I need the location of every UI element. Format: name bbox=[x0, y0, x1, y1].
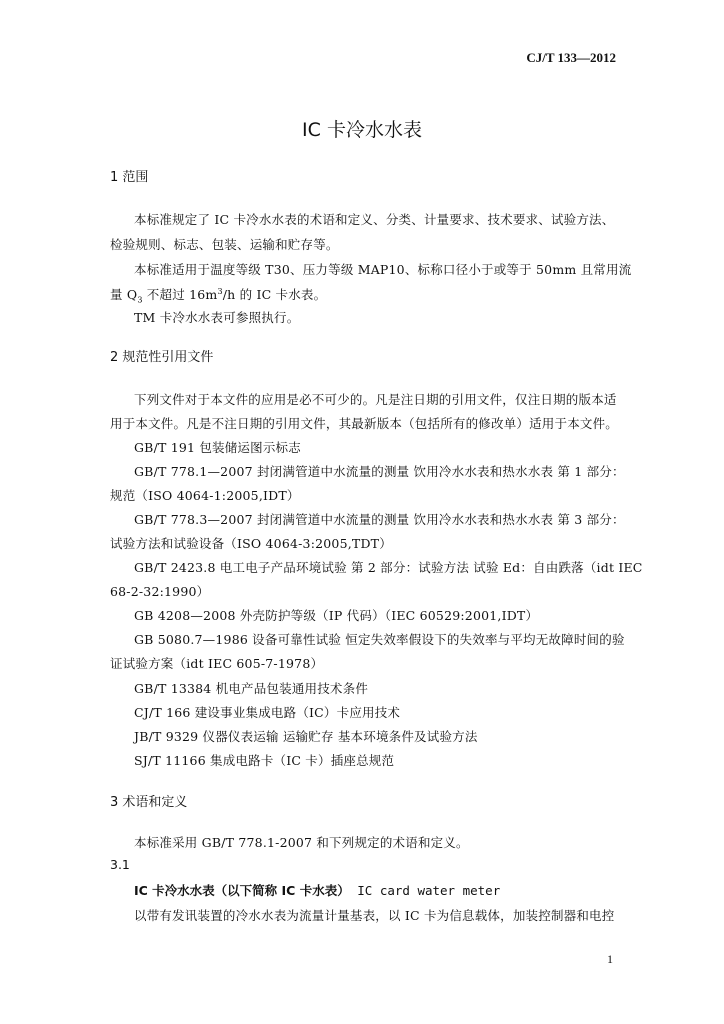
flow-line-sub: 3 bbox=[137, 295, 143, 305]
section-1-flow-line bbox=[110, 285, 326, 305]
reference-item: GB 4208—2008 外壳防护等级（IP 代码）（IEC 60529:2001,IDT） bbox=[134, 608, 539, 623]
section-2-line: 用于本文件。凡是不注日期的引用文件，其最新版本（包括所有的修改单）适用于本文件。 bbox=[110, 416, 619, 431]
document-code: CJ/T 133—2012 bbox=[526, 50, 616, 65]
reference-item: GB/T 778.1—2007 封闭满管道中水流量的测量 饮用冷水水表和热水水表 第 1 部分： bbox=[134, 464, 625, 479]
document-title: IC 卡冷水水表 bbox=[302, 119, 422, 141]
section-3-intro: 本标准采用 GB/T 778.1-2007 和下列规定的术语和定义。 bbox=[134, 835, 469, 850]
term-chinese: IC 卡冷水水表（以下简称 IC 卡水表） bbox=[134, 883, 350, 898]
reference-item: GB/T 191 包装储运图示标志 bbox=[134, 440, 301, 455]
reference-item: SJ/T 11166 集成电路卡（IC 卡）插座总规范 bbox=[134, 753, 395, 768]
term-title bbox=[134, 881, 500, 899]
flow-line-mid: 不超过 16m bbox=[142, 287, 218, 302]
section-2-line: 下列文件对于本文件的应用是必不可少的。凡是注日期的引用文件，仅注日期的版本适 bbox=[134, 392, 617, 407]
reference-item-continued: 规范（ISO 4064-1:2005,IDT） bbox=[110, 488, 300, 503]
section-1-line: TM 卡冷水水表可参照执行。 bbox=[134, 310, 300, 325]
section-3-heading: 3 术语和定义 bbox=[110, 795, 188, 810]
reference-item: GB/T 778.3—2007 封闭满管道中水流量的测量 饮用冷水水表和热水水表 第 3 部分： bbox=[134, 512, 625, 527]
flow-line-post: /h 的 IC 卡水表。 bbox=[222, 287, 327, 302]
section-1-line: 本标准适用于温度等级 T30、压力等级 MAP10、标称口径小于或等于 50mm 且常用流 bbox=[134, 262, 632, 277]
flow-line-sup: 3 bbox=[217, 286, 223, 296]
section-1-line: 检验规则、标志、包装、运输和贮存等。 bbox=[110, 237, 339, 252]
reference-item: CJ/T 166 建设事业集成电路（IC）卡应用技术 bbox=[134, 705, 401, 720]
reference-item-continued: 试验方法和试验设备（ISO 4064-3:2005,TDT） bbox=[110, 536, 392, 551]
flow-line-pre: 量 Q bbox=[110, 287, 138, 302]
section-1-heading: 1 范围 bbox=[110, 170, 149, 185]
term-definition: 以带有发讯装置的冷水水表为流量计量基表，以 IC 卡为信息载体，加装控制器和电控 bbox=[134, 908, 615, 923]
reference-item-continued: 证试验方案（idt IEC 605-7-1978） bbox=[110, 656, 324, 671]
reference-item-continued: 68-2-32:1990） bbox=[110, 584, 210, 599]
section-2-heading: 2 规范性引用文件 bbox=[110, 350, 214, 365]
section-1-line: 本标准规定了 IC 卡冷水水表的术语和定义、分类、计量要求、技术要求、试验方法、 bbox=[134, 212, 615, 227]
reference-item: GB/T 13384 机电产品包装通用技术条件 bbox=[134, 681, 369, 696]
page-number: 1 bbox=[607, 952, 613, 966]
reference-item: GB 5080.7—1986 设备可靠性试验 恒定失效率假设下的失效率与平均无故障时间的验 bbox=[134, 632, 625, 647]
reference-item: JB/T 9329 仪器仪表运输 运输贮存 基本环境条件及试验方法 bbox=[134, 729, 478, 744]
term-number: 3.1 bbox=[110, 857, 130, 872]
term-english: IC card water meter bbox=[349, 883, 501, 898]
reference-item: GB/T 2423.8 电工电子产品环境试验 第 2 部分：试验方法 试验 Ed：自由跌落（idt IEC bbox=[134, 560, 643, 575]
